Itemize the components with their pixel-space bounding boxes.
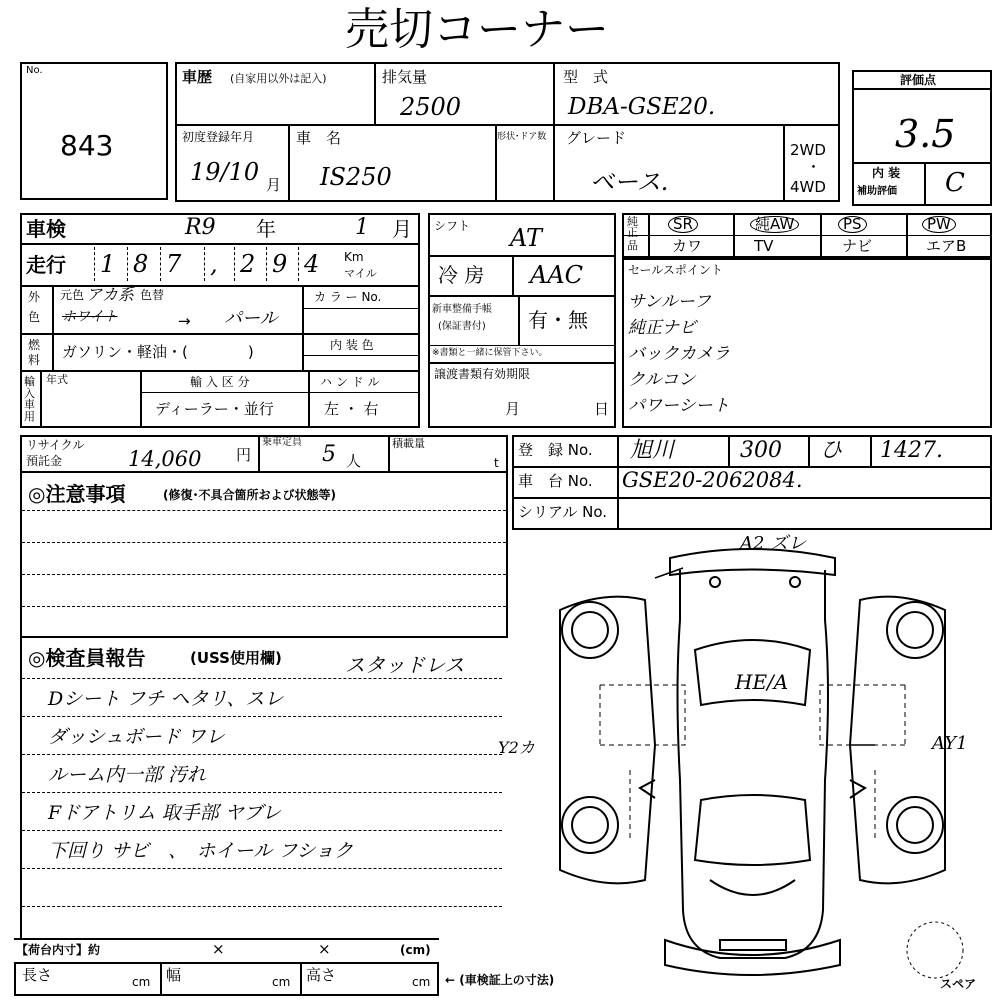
registration-part: 旭川	[630, 438, 675, 463]
body-outline	[678, 570, 829, 958]
equipment-bottom-item: TV	[754, 237, 774, 255]
fuel-side-2: 料	[28, 353, 41, 367]
mileage-digit: 4	[304, 250, 320, 278]
cargo-length-label: 長さ	[22, 966, 53, 984]
report-label: ◎検査員報告	[28, 646, 146, 670]
import-route-header: 輸 入 区 分	[190, 375, 250, 389]
capacity-unit: 人	[346, 452, 362, 470]
displacement-label: 排気量	[382, 68, 428, 86]
maint-note: ※書類と一緒に保管下さい。	[432, 348, 548, 358]
sales-point-item: サンルーフ	[628, 292, 711, 312]
mileage-digit-cell	[204, 247, 233, 281]
load-unit: t	[494, 456, 499, 470]
equipment-top-item: PS	[838, 216, 867, 233]
interior-color-header: 内 装 色	[330, 338, 374, 352]
cargo-length-unit: cm	[132, 975, 151, 989]
interior-score: C	[945, 168, 965, 198]
report-line: ダッシュボード ワレ	[48, 726, 225, 748]
windshield	[695, 795, 810, 865]
cargo-x2: ×	[318, 940, 331, 958]
page-title: 売切コーナー	[345, 4, 609, 55]
drive-2wd: 2WD	[790, 141, 826, 159]
capacity-value: 5	[322, 442, 336, 467]
report-extra: スタッドレス	[345, 653, 465, 677]
interior-label: 内 装	[872, 166, 901, 180]
color-arrow: →	[178, 312, 191, 330]
diagram-left-note: Y2カ	[498, 738, 535, 757]
registration-label: 登 録 No.	[518, 441, 593, 459]
report-line: Fドアトリム 取手部 ヤブレ	[48, 802, 281, 824]
mileage-digit: ,	[210, 250, 218, 278]
equipment-top-item: 純AW	[750, 216, 799, 233]
transfer-day: 日	[594, 400, 610, 418]
first-reg-value: 19/10	[190, 158, 260, 186]
maint-label-1: 新車整備手帳	[432, 304, 492, 315]
mileage-unit-mile: マイル	[344, 267, 377, 280]
equipment-side-top: 純正	[627, 215, 638, 239]
inspection-year-value: R9	[185, 215, 216, 240]
import-year-label: 年式	[46, 373, 68, 386]
handle-options: 左 ・ 右	[324, 400, 379, 418]
cargo-width-label: 幅	[166, 966, 182, 984]
recycle-value: 14,060	[128, 447, 202, 471]
lot-number: 843	[60, 129, 114, 162]
maint-yes-no: 有・無	[528, 308, 588, 332]
history-label: 車歴	[182, 68, 213, 86]
shape-label: 形状･ドア数	[497, 132, 547, 142]
chassis-value: GSE20-2062084.	[622, 468, 803, 492]
mileage-digit: 8	[133, 250, 149, 278]
inspection-month: 月	[392, 217, 412, 241]
report-line: 下回り サビ 、 ホイール フショク	[48, 840, 354, 862]
cargo-width-unit: cm	[272, 975, 291, 989]
serial-label: シリアル No.	[518, 503, 608, 521]
recycle-label-2: 預託金	[26, 454, 63, 468]
cargo-height-label: 高さ	[306, 966, 337, 984]
wheel-rear-right	[887, 602, 943, 658]
fuel-options: ガソリン・軽油・( )	[62, 343, 254, 361]
cargo-dims-row	[14, 962, 439, 996]
registration-part: 300	[740, 438, 782, 463]
first-reg-label: 初度登録年月	[182, 130, 255, 144]
first-reg-month: 月	[266, 176, 282, 194]
spare-tire	[907, 922, 963, 978]
equipment-top-item: SR	[668, 216, 698, 233]
handle-header: ハ ン ド ル	[320, 375, 380, 389]
cargo-height-unit: cm	[412, 975, 431, 989]
wheel-rear-left	[562, 602, 618, 658]
sales-point-item: クルコン	[628, 370, 696, 390]
history-note: (自家用以外は記入)	[230, 72, 327, 85]
mileage-digit: 7	[166, 250, 182, 278]
mileage-label: 走行	[26, 253, 66, 277]
wheel-front-left	[562, 797, 618, 853]
inspection-month-value: 1	[355, 215, 369, 240]
cargo-x1: ×	[212, 940, 225, 958]
lot-no-label: No.	[26, 65, 43, 76]
grade-value: ベース.	[590, 168, 669, 196]
sales-point-item: 純正ナビ	[628, 318, 696, 338]
diagram-spare-label: スペア	[940, 977, 977, 991]
grade-label: グレード	[566, 129, 627, 147]
aircon-value: AAC	[530, 261, 584, 289]
cargo-cert-note: ← (車検証上の寸法)	[445, 973, 555, 987]
orig-color-label: 元色	[60, 288, 85, 302]
chassis-label: 車 台 No.	[518, 472, 593, 490]
diagram-roof-note: HE/A	[735, 670, 789, 694]
transfer-label: 譲渡書類有効期限	[434, 367, 531, 381]
color-change-label: 色替	[140, 288, 165, 302]
wheel-front-right	[887, 797, 943, 853]
car-name-value: IS250	[320, 163, 392, 191]
equipment-bottom-item: ナビ	[842, 237, 873, 255]
import-side: 輸入車用	[24, 375, 35, 423]
caution-note: (修復･不具合箇所および状態等)	[163, 488, 336, 502]
registration-part: 1427.	[880, 438, 943, 463]
capacity-label: 乗車定員	[262, 437, 302, 448]
sales-point-item: バックカメラ	[628, 344, 730, 364]
drive-dot: ・	[806, 158, 822, 176]
color-side-2: 色	[28, 310, 41, 324]
car-damage-diagram	[505, 530, 1000, 1000]
shift-value: AT	[510, 224, 543, 252]
report-line: ルーム内一部 汚れ	[48, 764, 207, 786]
equipment-top-item: PW	[922, 216, 956, 233]
drive-4wd: 4WD	[790, 178, 826, 196]
report-note: (USS使用欄)	[190, 649, 282, 667]
mileage-digit: 1	[100, 250, 116, 278]
old-color: ホワイト	[62, 309, 118, 325]
model-label: 型 式	[563, 68, 609, 86]
caution-label: ◎注意事項	[28, 482, 126, 506]
diagram-rear-note: A2 ズレ	[740, 533, 807, 554]
car-name-label: 車 名	[296, 129, 342, 147]
fuel-side-1: 燃	[28, 338, 41, 352]
transfer-month: 月	[505, 400, 521, 418]
equipment-bottom-item: エアB	[926, 237, 967, 255]
cargo-label: 【荷台内寸】約	[16, 943, 101, 957]
color-no-header: カ ラ ー No.	[314, 290, 382, 304]
registration-part: ひ	[820, 438, 843, 463]
color-side-1: 外	[28, 290, 41, 304]
aircon-label: 冷 房	[438, 263, 485, 287]
rating-label: 評価点	[900, 73, 937, 87]
lot-box	[20, 62, 168, 200]
report-line: Dシート フチ ヘタリ、スレ	[48, 688, 284, 710]
orig-color-value: アカ系	[86, 285, 134, 304]
recycle-unit: 円	[236, 446, 252, 464]
model-value: DBA-GSE20.	[568, 94, 716, 120]
rating-score: 3.5	[895, 112, 956, 156]
inspection-year: 年	[256, 217, 276, 241]
sales-points-label: セールスポイント	[628, 263, 723, 277]
maint-label-2: (保証書付)	[438, 321, 486, 332]
inspection-label: 車検	[26, 217, 66, 241]
equipment-side-bottom: 品	[627, 239, 638, 252]
interior-sub: 補助評価	[857, 186, 897, 197]
diagram-right-note: AY1	[932, 733, 968, 754]
shift-label: シフト	[434, 219, 471, 233]
displacement-value: 2500	[400, 93, 462, 121]
mileage-unit-km: Km	[344, 250, 364, 264]
mileage-digit: 9	[272, 250, 288, 278]
load-label: 積載量	[392, 437, 425, 450]
import-route: ディーラー・並行	[155, 400, 274, 418]
sales-point-item: パワーシート	[628, 396, 730, 416]
mileage-digit: 2	[240, 250, 256, 278]
cargo-unit: (cm)	[400, 943, 431, 957]
new-color: パール	[224, 308, 278, 329]
equipment-bottom-item: カワ	[672, 237, 703, 255]
recycle-label-1: リサイクル	[26, 438, 85, 452]
